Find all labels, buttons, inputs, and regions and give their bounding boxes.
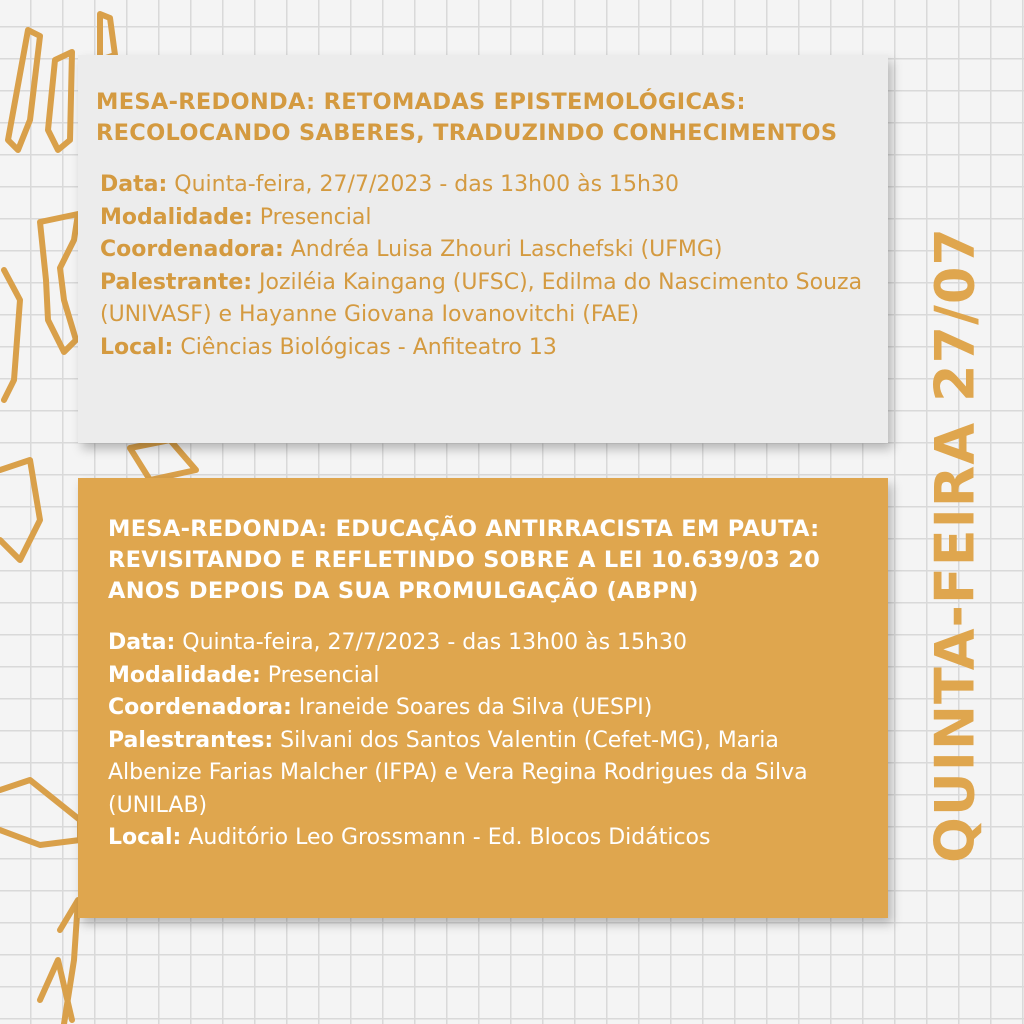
speakers-value: Joziléia Kaingang (UFSC), Edilma do Nascimento Souza (UNIVASF) e Hayanne Giovana Iovanovitchi (FAE) <box>100 269 863 327</box>
event-date <box>100 169 866 202</box>
date-value: Quinta-feira, 27/7/2023 - das 13h00 às 15h30 <box>167 172 679 197</box>
event-coordinator <box>108 692 862 725</box>
date-label: Data: <box>100 172 168 197</box>
event-location <box>108 822 862 855</box>
coordinator-value: Andréa Luisa Zhouri Laschefski (UFMG) <box>283 237 723 262</box>
event-card-1 <box>78 55 888 443</box>
mode-label: Modalidade: <box>100 204 253 230</box>
event-coordinator <box>100 234 866 267</box>
event-speakers <box>108 725 862 823</box>
location-label: Local: <box>100 334 174 360</box>
event-location <box>100 332 866 365</box>
coordinator-label: Coordenadora: <box>100 237 284 262</box>
location-value: Auditório Leo Grossmann - Ed. Blocos Didáticos <box>181 825 711 850</box>
speakers-label: Palestrantes: <box>108 727 274 753</box>
speakers-label: Palestrante: <box>100 269 253 295</box>
event-speakers <box>100 267 866 332</box>
event-date <box>108 627 862 660</box>
coordinator-value: Iraneide Soares da Silva (UESPI) <box>291 695 653 720</box>
event-card-2 <box>78 478 888 918</box>
location-label: Local: <box>108 825 182 850</box>
day-label: QUINTA-FEIRA 27/07 <box>923 227 987 863</box>
event-mode <box>108 660 862 693</box>
date-value: Quinta-feira, 27/7/2023 - das 13h00 às 15h30 <box>175 630 687 655</box>
event-details <box>96 169 866 364</box>
event-title: MESA-REDONDA: EDUCAÇÃO ANTIRRACISTA EM PAUTA: REVISITANDO E REFLETINDO SOBRE A LEI 10.639/03 20 ANOS DEPOIS DA SUA PROMULGAÇÃO (ABPN) <box>108 516 821 604</box>
speakers-value: Silvani dos Santos Valentin (Cefet-MG), Maria Albenize Farias Malcher (IFPA) e Vera Regina Rodrigues da Silva (UNILAB) <box>108 727 808 818</box>
mode-label: Modalidade: <box>108 662 261 688</box>
date-label: Data: <box>108 630 176 655</box>
mode-value: Presencial <box>260 662 380 688</box>
mode-value: Presencial <box>252 204 372 230</box>
location-value: Ciências Biológicas - Anfiteatro 13 <box>173 334 557 360</box>
coordinator-label: Coordenadora: <box>108 695 292 720</box>
event-details <box>108 627 862 855</box>
event-title: MESA-REDONDA: RETOMADAS EPISTEMOLÓGICAS: RECOLOCANDO SABERES, TRADUZINDO CONHECIMENTOS <box>96 89 838 146</box>
event-mode <box>100 202 866 235</box>
